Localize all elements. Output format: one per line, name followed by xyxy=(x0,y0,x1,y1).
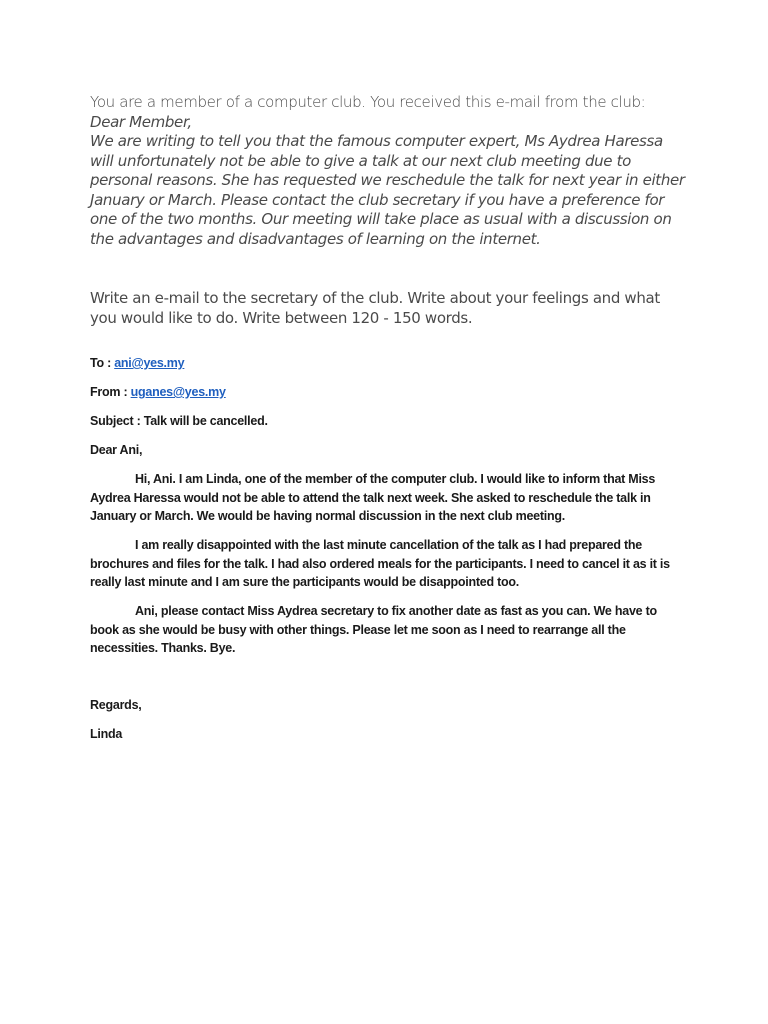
from-label: From : xyxy=(90,385,131,399)
email-paragraph: Hi, Ani. I am Linda, one of the member of the computer club. I would like to inform that Miss Aydrea Haressa would not be able to attend the talk next week. She asked to reschedule the talk in January or March. We would be having normal discussion in the next club meeting. xyxy=(90,472,656,523)
answer-email xyxy=(90,354,680,744)
question-prompt xyxy=(90,93,690,249)
to-line xyxy=(90,354,680,373)
email-signature: Linda xyxy=(90,727,123,741)
from-line xyxy=(90,383,680,402)
subject-line: Subject : Talk will be cancelled. xyxy=(90,414,268,428)
email-paragraph: I am really disappointed with the last minute cancellation of the talk as I had prepared the brochures and files for the talk. I had also ordered meals for the participants. I need to cancel it as it is really last minute and I am sure the participants would be disappointed too. xyxy=(90,538,670,589)
to-address-link[interactable]: ani@yes.my xyxy=(114,356,185,370)
prompt-intro: You are a member of a computer club. You received this e-mail from the club: xyxy=(90,93,646,111)
email-paragraph: Ani, please contact Miss Aydrea secretary to fix another date as fast as you can. We have to book as she would be busy with other things. Please let me soon as I need to rearrange all the necessities. Thanks. Bye. xyxy=(90,604,657,655)
from-address-link[interactable]: uganes@yes.my xyxy=(130,385,226,399)
email-greeting: Dear Ani, xyxy=(90,443,143,457)
club-email-salutation: Dear Member, xyxy=(90,112,192,131)
task-instructions: Write an e-mail to the secretary of the club. Write about your feelings and what you would like to do. Write between 120 - 150 words. xyxy=(90,289,660,327)
to-label: To : xyxy=(90,356,115,370)
club-email-body: We are writing to tell you that the famous computer expert, Ms Aydrea Haressa will unfortunately not be able to give a talk at our next club meeting due to personal reasons. She has requested we reschedule the talk for next year in either January or March. Please contact the club secretary if you have a preference for one of the two months. Our meeting will take place as usual with a discussion on the advantages and disadvantages of learning on the internet. xyxy=(90,132,685,248)
spacer xyxy=(90,668,680,696)
email-closing: Regards, xyxy=(90,698,142,712)
